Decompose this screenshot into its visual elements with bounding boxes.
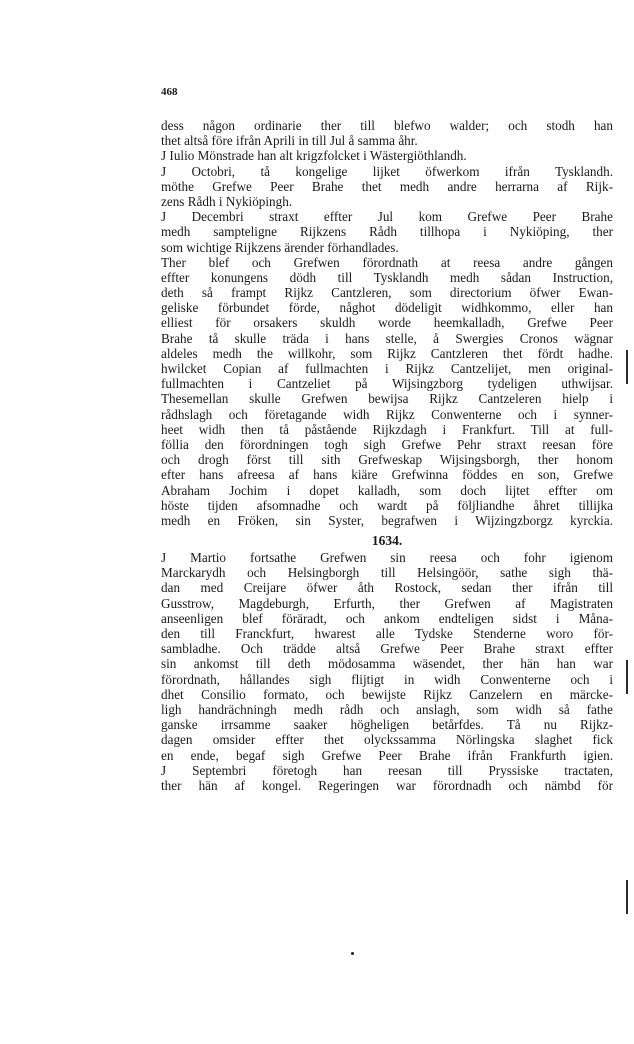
- text-line: J Martio fortsathe Grefwen sin reesa och fohr igienom: [161, 550, 613, 566]
- paragraph-block-1: [161, 118, 613, 528]
- text-line: sin ankomst till deth mödosamma wäsendet, ther hän han war: [161, 656, 613, 672]
- text-line: höste tijden afsomnadhe och wardt på följliandhe åhret tillijka: [161, 497, 613, 513]
- scan-edge-mark: [626, 880, 628, 914]
- text-line: dhet Consilio formato, och bewijste Rijkz Canzelern en märcke-: [161, 686, 613, 702]
- text-line: ther hän af kongel. Regeringen war förordnadh och nämbd för: [161, 777, 613, 793]
- text-line: möthe Grefwe Peer Brahe thet medh andre herrarna af Rijk-: [161, 178, 613, 194]
- scan-edge-mark: [626, 660, 628, 694]
- text-line: ganske irrsamme saaker högheligen betårfdes. Tå nu Rijkz-: [161, 717, 613, 733]
- text-line: Thesemellan skulle Grefwen bewijsa Rijkz Cantzeleren hielp i: [161, 391, 613, 407]
- text-line: dan med Creijare öfwer åth Rostock, sedan ther ifrån till: [161, 580, 613, 596]
- text-line: efter hans afreesa af hans kiäre Grefwinna föddes en son, Grefwe: [161, 467, 613, 483]
- text-line: elliest för orsakers skuldh worde heemkalladh, Grefwe Peer: [161, 315, 613, 331]
- body-text: [161, 118, 613, 793]
- paragraph-block-2: [161, 550, 613, 793]
- text-line: dagen omsider effter thet olyckssamma Nörlingska slaghet fick: [161, 732, 613, 748]
- text-line: zens Rådh i Nykiöpingh.: [161, 193, 293, 209]
- text-line: medh en Fröken, sin Syster, begrafwen i Wijzingzborgz kyrckia.: [161, 512, 613, 528]
- text-line: anseenligen blef föräradt, och ankom endteligen sidst i Måna-: [161, 610, 613, 626]
- text-line: J Decembri straxt effter Jul kom Grefwe Peer Brahe: [161, 209, 613, 225]
- text-line: den till Franckfurt, hwarest alle Tydske Stenderne woro för-: [161, 626, 613, 641]
- text-line: J Iulio Mönstrade han alt krigzfolcket i Wästergiöthlandh.: [161, 148, 467, 164]
- text-line: rådhslagh och företagande widh Rijkz Conwenterne och i synner-: [161, 406, 613, 422]
- text-line: och drogh först till sith Grefweskap Wijsingsborgh, ther honom: [161, 452, 613, 468]
- text-line: en ende, begaf sigh Grefwe Peer Brahe ifrån Frankfurth igien.: [161, 747, 613, 763]
- text-line: medh sampteligne Rijkzens Rådh tillhopa i Nykiöping, ther: [161, 224, 613, 240]
- text-line: deth så frampt Rijkz Cantzleren, som directorium öfwer Ewan-: [161, 285, 613, 301]
- text-line: aldeles medh the willkohr, som Rijkz Cantzleren thet fördt hadhe.: [161, 345, 613, 361]
- scan-edge-mark: [626, 350, 628, 384]
- text-line: effter konungens dödh till Tysklandh medh sådan Instruction,: [161, 269, 613, 285]
- text-line: thet altså före ifrån Aprili in till Jul å samma åhr.: [161, 133, 418, 149]
- text-line: ligh handrächningh medh rådh och anslagh, som widh så fathe: [161, 701, 613, 717]
- text-line: fullmachten i Cantzeliet på Wijsingzborg tydeligen uthwijsar.: [161, 376, 613, 392]
- text-line: J Octobri, tå kongelige lijket öfwerkom ifrån Tysklandh.: [161, 163, 613, 179]
- text-line: Marckarydh och Helsingborgh till Helsingöör, sathe sigh thä-: [161, 565, 613, 581]
- ink-dot: [351, 952, 354, 955]
- text-line: föllia den förordningen togh sigh Grefwe Pehr straxt reesan före: [161, 436, 613, 452]
- year-heading: 1634.: [371, 533, 403, 549]
- text-line: heet widh then tå påstående Rijkzdagh i Frankfurt. Till at full-: [161, 421, 613, 437]
- text-line: sambladhe. Och trädde altså Grefwe Peer Brahe straxt effter: [161, 641, 613, 657]
- text-line: dess någon ordinarie ther till blefwo walder; och stodh han: [161, 118, 613, 133]
- text-line: Gusstrow, Magdeburgh, Erfurth, ther Grefwen af Magistraten: [161, 595, 613, 611]
- text-line: Abraham Jochim i dopet kalladh, som doch lijtet effter om: [161, 482, 613, 498]
- text-line: Ther blef och Grefwen förordnath at reesa andre gången: [161, 254, 613, 270]
- page-number: 468: [161, 86, 178, 98]
- text-line: Brahe tå skulle träda i hans stelle, å Swergies Cronos wägnar: [161, 330, 613, 346]
- text-line: hwilcket Copian af fullmachten i Rijkz Cantzelijet, men original-: [161, 361, 613, 376]
- text-line: J Septembri företogh han reesan till Pryssiske tractaten,: [161, 762, 613, 778]
- text-line: som wichtige Rijkzens ärender förhandlades.: [161, 239, 399, 255]
- text-line: förordnath, hållandes sigh flijtigt in widh Conwenterne och i: [161, 671, 613, 687]
- text-line: geliske förbundet förde, någhot dödeligit widhkommo, eller han: [161, 300, 613, 316]
